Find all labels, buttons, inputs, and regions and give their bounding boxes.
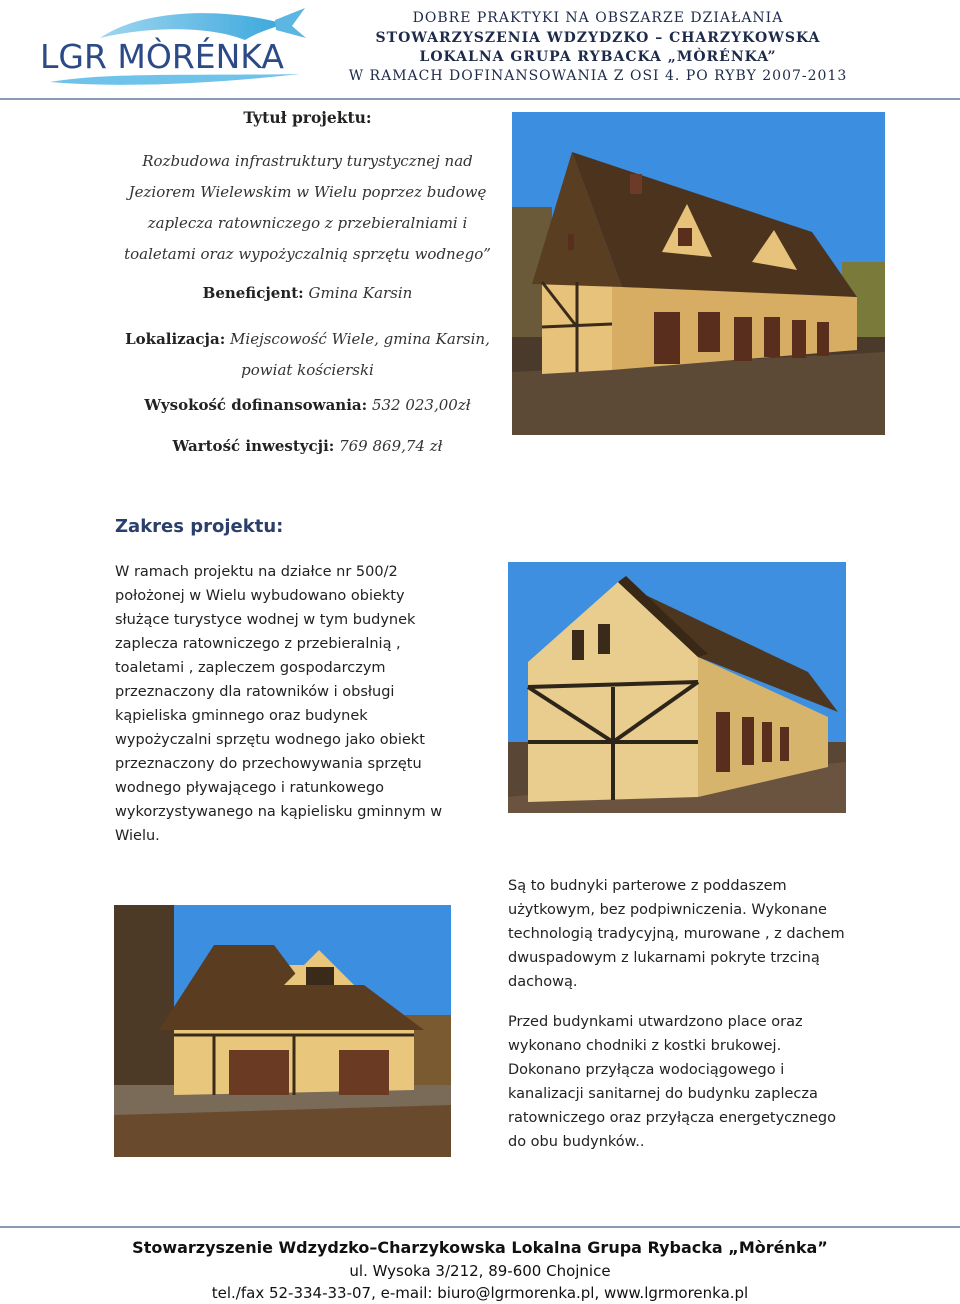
header-line-3: LOKALNA GRUPA RYBACKA „MÒRÉNKA” xyxy=(419,49,777,65)
photo-building-side-view xyxy=(508,562,846,813)
project-title-label: Tytuł projektu: xyxy=(243,108,372,127)
header-line-4: W RAMACH DOFINANSOWANIA Z OSI 4. PO RYBY 2007-2013 xyxy=(348,68,848,84)
investment-row xyxy=(110,437,505,455)
funding-label: Wysokość dofinansowania: xyxy=(144,396,368,414)
investment-label: Wartość inwestycji: xyxy=(172,437,335,455)
location-value-line1: Miejscowość Wiele, gmina Karsin, xyxy=(230,330,490,348)
header-line-1: DOBRE PRAKTYKI NA OBSZARZE DZIAŁANIA xyxy=(412,10,784,26)
logo-text: LGR MÒRÉNKA xyxy=(40,37,284,76)
project-title: Rozbudowa infrastruktury turystycznej nad Jeziorem Wielewskim w Wielu poprzez budowę zaplecza ratowniczego z przebieralniami i toaletami oraz wypożyczalnią sprzętu wodnego” xyxy=(124,152,491,263)
investment-value: 769 869,74 zł xyxy=(339,437,443,455)
header-line-2: STOWARZYSZENIA WDZYDZKO – CHARZYKOWSKA xyxy=(375,30,821,46)
description-paragraph-2: Przed budynkami utwardzono place oraz wykonano chodniki z kostki brukowej. Dokonano przyłącza wodociągowego i kanalizacji sanitarnej do budynku zaplecza ratowniczego oraz przyłącza energetycznego do obu budynków.. xyxy=(508,1014,836,1150)
fish-logo-icon xyxy=(30,4,310,96)
beneficiary-value: Gmina Karsin xyxy=(308,284,413,302)
footer-organization: Stowarzyszenie Wdzydzko–Charzykowska Lokalna Grupa Rybacka „Mòrénka” xyxy=(132,1238,828,1257)
description-paragraph-1: Są to budnyki parterowe z poddaszem użytkowym, bez podpiwniczenia. Wykonane technologią tradycyjną, murowane , z dachem dwuspadowym z lukarnami pokryte trzciną dachową. xyxy=(508,878,845,990)
funding-row xyxy=(110,396,505,414)
footer-contact: tel./fax 52-334-33-07, e-mail: biuro@lgrmorenka.pl, www.lgrmorenka.pl xyxy=(211,1284,749,1302)
footer-divider xyxy=(0,1226,960,1228)
location-value-line2: powiat kościerski xyxy=(241,361,374,379)
location-label: Lokalizacja: xyxy=(125,330,226,348)
photo-rental-building-garage-doors xyxy=(114,905,451,1157)
photo-building-thatched-roof xyxy=(512,112,885,435)
beneficiary-row xyxy=(110,284,505,302)
header-divider xyxy=(0,98,960,100)
location-row xyxy=(110,324,505,386)
scope-text: W ramach projektu na działce nr 500/2 położonej w Wielu wybudowano obiekty służące turystyce wodnej w tym budynek zaplecza ratowniczego z przebieralnią , toaletami , zapleczem gospodarczym przeznaczony dla ratowników i obsługi kąpieliska gminnego oraz budynek wypożyczalni sprzętu wodnego jako obiekt przeznaczony do przechowywania sprzętu wodnego pływającego i ratunkowego wykorzystywanego na kąpielisku gminnym w Wielu. xyxy=(115,564,443,844)
funding-value: 532 023,00zł xyxy=(371,396,471,414)
lgr-morenka-logo xyxy=(30,4,310,96)
scope-heading: Zakres projektu: xyxy=(115,516,284,537)
beneficiary-label: Beneficjent: xyxy=(202,284,304,302)
footer-address: ul. Wysoka 3/212, 89-600 Chojnice xyxy=(349,1262,611,1280)
